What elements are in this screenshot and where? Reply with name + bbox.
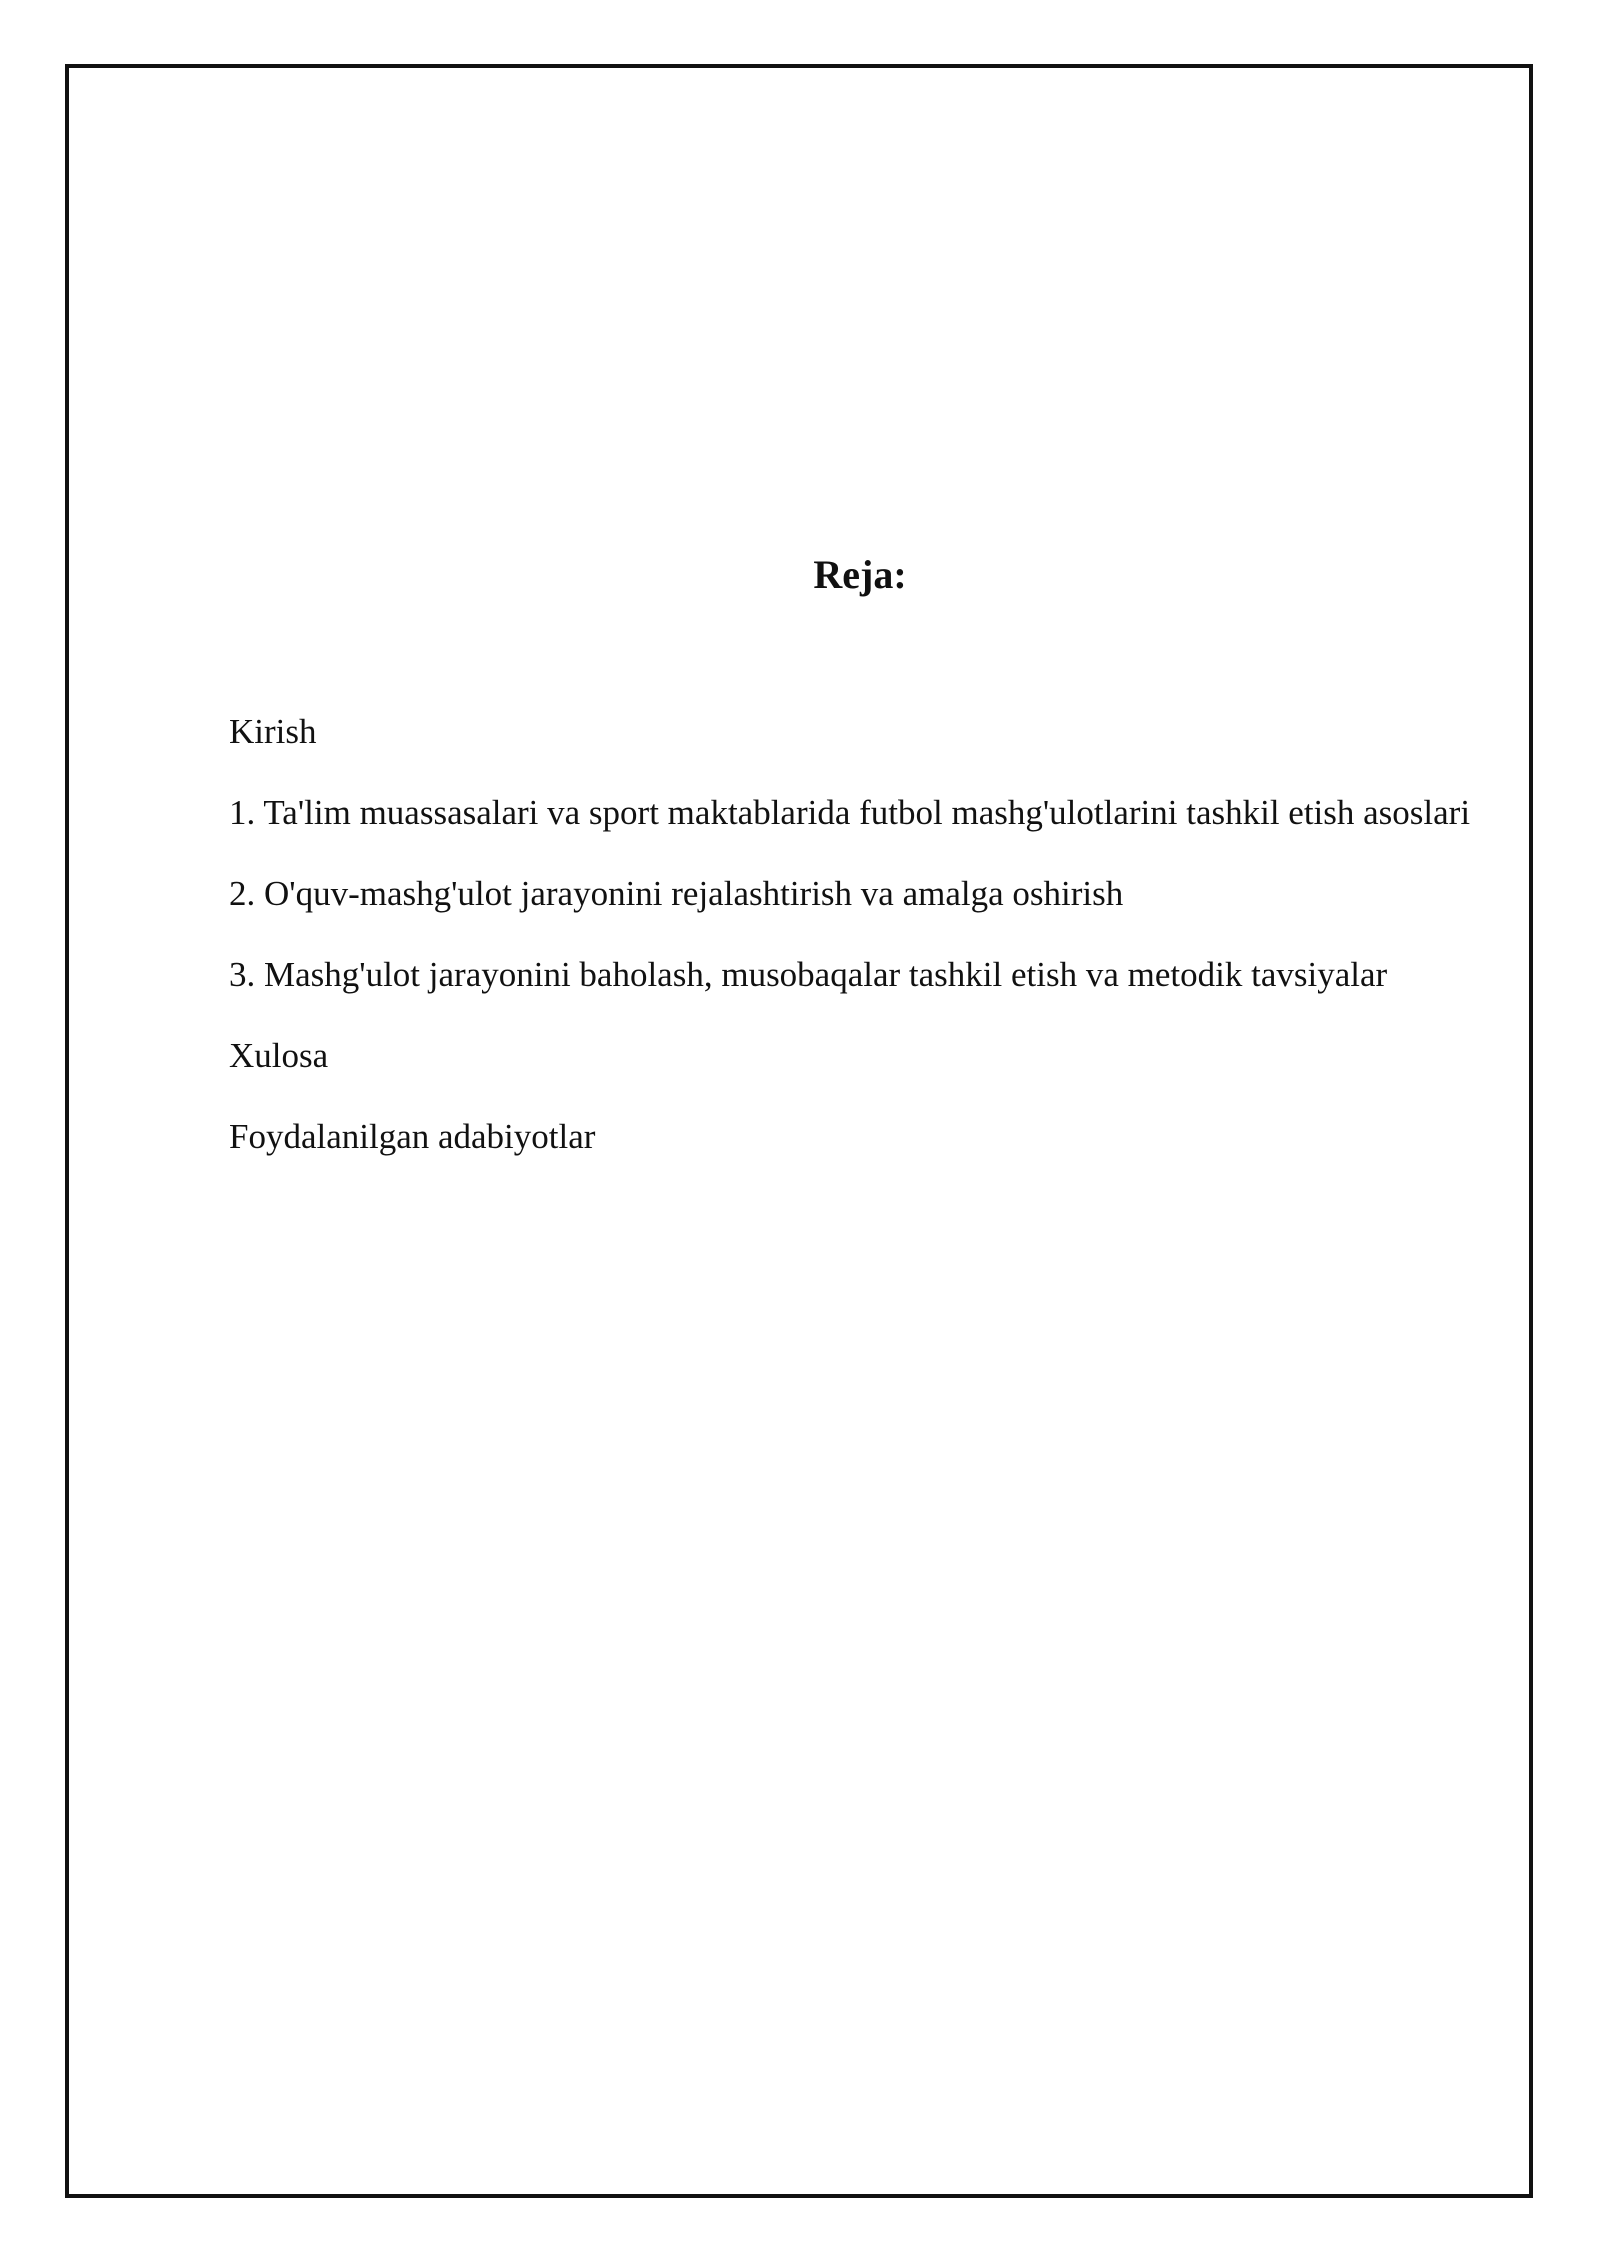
table-of-contents [229,700,1529,1186]
toc-item-references: Foydalanilgan adabiyotlar [229,1117,596,1156]
toc-item-conclusion: Xulosa [229,1036,329,1075]
toc-item-chapter-3: 3. Mashg'ulot jarayonini baholash, musobaqalar tashkil etish va metodik tavsiyalar [229,955,1388,994]
toc-item-introduction: Kirish [229,712,317,751]
toc-item-chapter-1: 1. Ta'lim muassasalari va sport maktablarida futbol mashg'ulotlarini tashkil etish asoslari [229,793,1471,832]
toc-item-chapter-2: 2. O'quv-mashg'ulot jarayonini rejalashtirish va amalga oshirish [229,874,1124,913]
page-title: Reja: [813,552,907,597]
